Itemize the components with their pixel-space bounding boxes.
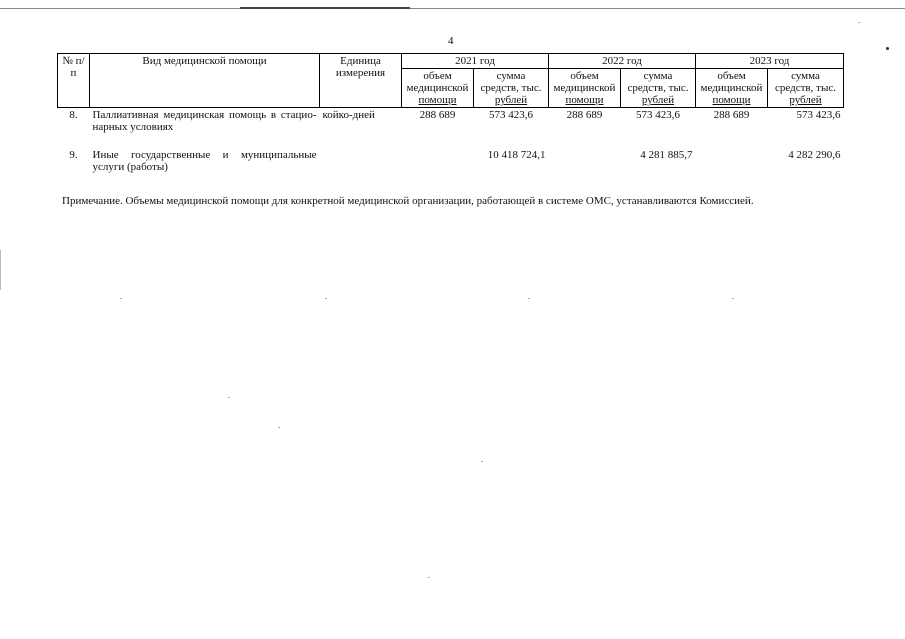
header-volume-2023: объем медицинской помощи: [696, 69, 768, 108]
header-volume-2021: объем медицинской помощи: [402, 69, 474, 108]
top-scan-line: [0, 8, 905, 9]
scan-speck: [858, 22, 860, 23]
header-sum-2023: сумма средств, тыс. рублей: [768, 69, 844, 108]
table-row: [58, 108, 844, 135]
header-volume-2022: объем медицинской помощи: [549, 69, 621, 108]
row-name: Иные государственные и муниципальные услуги (работы): [92, 149, 317, 173]
scan-speck: [278, 427, 280, 428]
header-year-2021: 2021 год: [402, 54, 549, 69]
row-volume-2022: 288 689: [566, 109, 603, 121]
scan-speck: [732, 298, 734, 299]
medical-aid-table: [57, 53, 844, 174]
page-number: 4: [448, 35, 454, 47]
scan-speck: [428, 577, 430, 578]
row-volume-2021: 288 689: [419, 109, 456, 121]
header-year-2023: 2023 год: [696, 54, 844, 69]
top-scan-line-dark: [240, 7, 410, 9]
header-unit: Единица измерения: [320, 54, 402, 108]
row-sum-2021: 10 418 724,1: [487, 149, 546, 161]
row-volume-2021: [402, 134, 474, 174]
header-row-years: [58, 54, 844, 69]
table-row: [58, 134, 844, 174]
row-sum-2023: 573 423,6: [796, 109, 841, 121]
scan-speck: [528, 298, 530, 299]
row-unit: [320, 134, 402, 174]
row-unit: койко-дней: [322, 109, 375, 121]
row-sum-2021: 573 423,6: [489, 109, 533, 121]
row-sum-2022: 4 281 885,7: [640, 149, 693, 161]
scan-speck: [228, 397, 230, 398]
row-num: 9.: [69, 149, 78, 161]
footnote: Примечание. Объемы медицинской помощи для конкретной медицинской организации, работающей в системе ОМС, устанавливаются Комиссией.: [62, 195, 754, 207]
header-sum-2022: сумма средств, тыс. рублей: [621, 69, 696, 108]
header-kind: Вид медицинской помощи: [90, 54, 320, 108]
header-sum-2021: сумма средств, тыс. рублей: [474, 69, 549, 108]
scan-mark: [886, 47, 889, 50]
row-name: Паллиативная медицинская помощь в стацио-нарных условиях: [92, 109, 317, 133]
scan-speck: [120, 298, 122, 299]
row-volume-2023: 288 689: [713, 109, 750, 121]
header-year-2022: 2022 год: [549, 54, 696, 69]
row-sum-2023: 4 282 290,6: [788, 149, 841, 161]
header-num: № п/п: [58, 54, 90, 108]
row-num: 8.: [69, 109, 78, 121]
row-sum-2022: 573 423,6: [636, 109, 680, 121]
row-volume-2023: [696, 134, 768, 174]
scan-speck: [325, 298, 327, 299]
row-volume-2022: [549, 134, 621, 174]
left-scan-edge: [0, 250, 1, 290]
scan-speck: [481, 461, 483, 462]
